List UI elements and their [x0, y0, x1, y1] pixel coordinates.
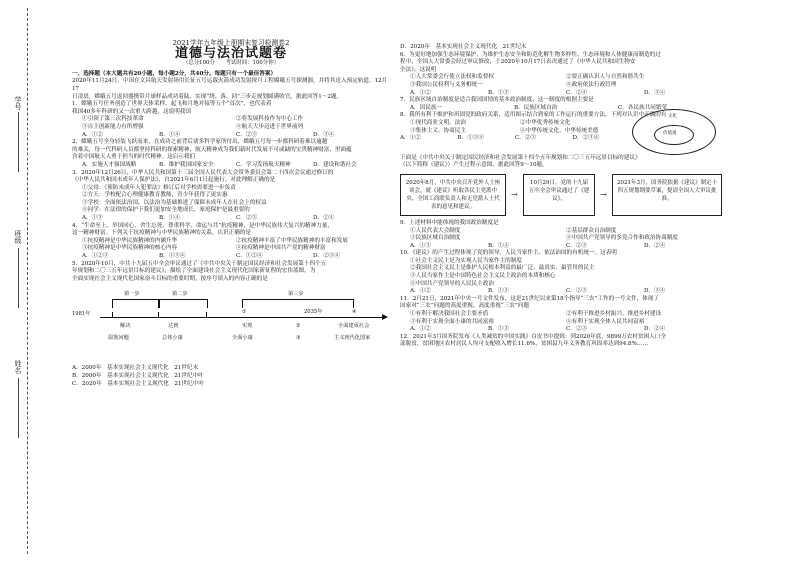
- right-column: [400, 44, 722, 349]
- tick: [112, 312, 113, 317]
- intro-9: 下面是《中共中央关于制定国民经济和社会发展第十四个五年规划和二〇三五年远景目标的建议》: [400, 154, 641, 161]
- answer-choice[interactable]: A．①②: [82, 131, 103, 138]
- answer-choice[interactable]: D．②④: [644, 242, 666, 249]
- stage-3-label: 第三步: [288, 291, 304, 298]
- student-number-label: 学号: [14, 96, 22, 110]
- left-column: [72, 40, 390, 388]
- q3-answers: [72, 215, 390, 223]
- option: ①有利于解决我国社会主要矛盾: [410, 311, 489, 318]
- binding-margin: [0, 0, 34, 562]
- option: ③民族区域自治制度: [410, 235, 461, 242]
- exam-subtitle: 2021学年九年级上册期末复习检测卷2: [172, 39, 290, 47]
- answer-choice[interactable]: D．②③④: [313, 253, 340, 260]
- option: ②中华优秀传统文化: [520, 119, 571, 126]
- answer-choice[interactable]: B．①③: [488, 326, 509, 333]
- question-12-line: 部脱贫，贫困地区农村居民人均可支配收入增长11.6%，贫困县九年义务教育巩固率达到94.8%……: [400, 341, 649, 348]
- q9-options: [400, 228, 722, 236]
- option: ①社会主义民主是为实现人民当家作主的制度: [410, 257, 522, 264]
- question-6: 6．为更好地加强生态环境保护，为维护生态安全和防范化解生物多样性、生态环境和人体健康而制造的过: [400, 51, 661, 58]
- timeline-arrow-icon: [382, 314, 388, 320]
- answer-choice[interactable]: D．②④: [644, 326, 666, 333]
- tick: [206, 312, 207, 317]
- question-10: 10．《建议》的产生过程体现了党的领导、人民当家作主、依法治国的有机统一。这表明: [400, 250, 617, 257]
- answer-choice[interactable]: B．①④: [488, 242, 509, 249]
- option: ③学校：全面依法治国，以法治为基础推进了保障未成年人在社会上的权益: [82, 199, 267, 206]
- q8-options: [400, 120, 630, 128]
- answer-choice[interactable]: D．②④: [313, 215, 335, 222]
- question-6-line: 全法》。这说明: [400, 66, 437, 73]
- answer-choice[interactable]: B．①③: [488, 89, 509, 96]
- name-blank[interactable]: [18, 378, 19, 438]
- option: ①引领了第三次科技革命: [82, 116, 144, 123]
- answer-choice[interactable]: B．民族区域自治: [514, 104, 558, 111]
- question-4-line: 这一精神财富。下列关于抗疫精神与中华民族精神的关系，认识正确的是: [72, 230, 252, 237]
- q11-answers: [400, 326, 722, 334]
- q4-answers: [72, 253, 390, 261]
- answer-choice[interactable]: C．学习发扬航天精神: [236, 161, 291, 168]
- q8-answers: [400, 135, 630, 143]
- answer-choice[interactable]: A．①②: [410, 89, 431, 96]
- process-box-2: 10月29日，党的十九届五中全会审议通过了《建议》。: [523, 174, 595, 216]
- answer-choice[interactable]: B．①③: [488, 288, 509, 295]
- exam-title: 道德与法治试题卷: [174, 45, 287, 61]
- q4-options: [72, 245, 390, 253]
- answer-choice[interactable]: D．③④: [644, 89, 666, 96]
- question-1-line: 我国40多年科研的又一次重大跨越，这说明我国: [72, 108, 191, 115]
- stage-1-label: 第一步: [124, 291, 140, 298]
- stage-2-label: 第二步: [172, 291, 188, 298]
- answer-choice[interactable]: C．②③: [236, 215, 258, 222]
- answer-choice[interactable]: A．①②③: [82, 253, 109, 260]
- name-label: 姓名: [14, 360, 22, 374]
- class-label: 班级: [14, 230, 22, 244]
- answer-choice[interactable]: A．①③: [410, 242, 431, 249]
- option: ③有利于实现全面小康的共同富裕: [410, 318, 494, 325]
- answer-choice[interactable]: A．2000年 基本实现社会主义现代化 21世纪末: [72, 365, 199, 372]
- q2-answers: [72, 162, 390, 170]
- option: ③人民当家作主是中国特色社会主义民主政治的本质和核心: [410, 273, 556, 280]
- goal-label: 全面建成社会: [338, 323, 370, 330]
- section-heading: 一、选择题（本大题共有20小题，每小题2分，共40分。每题只有一个最佳答案）: [72, 70, 277, 77]
- stage-1-bracket: [112, 299, 160, 308]
- year-label: 2035年: [304, 309, 323, 316]
- option: ③我国公民权利与义务相统一: [410, 81, 483, 88]
- option: ④有利于实现全体人民共同富裕: [566, 318, 645, 325]
- option: ②抗疫精神丰富了中华民族精神的丰富和发展: [236, 237, 348, 244]
- q1-options: [72, 116, 390, 124]
- answer-choice[interactable]: C．①②④: [236, 253, 263, 260]
- answer-choice[interactable]: B．①③④: [457, 135, 484, 142]
- arrow-right-icon: →: [511, 190, 518, 200]
- question-12: 12．2021年3月国务院发布《人类减贫的中国实践》白皮书中提到：到2020年底，9899万农村贫困人口全: [400, 333, 666, 340]
- answer-choice[interactable]: A．①②: [400, 135, 421, 142]
- class-blank[interactable]: [18, 248, 19, 308]
- question-2-line: 的难关，每一代科研人员都坚持科研的探索精神，航天精神成为我们新时代发展不可或缺的宝贵精神财富，里面蕴: [72, 146, 352, 153]
- option: ④中国共产党领导的人民民主政治: [410, 280, 494, 287]
- option: ②我国社会主义民主是维护人民根本利益的最广泛、最真实、最管用的民主: [410, 265, 595, 272]
- blank-4-marker: ④: [352, 309, 357, 316]
- answer-choice[interactable]: D．②③④: [572, 135, 600, 142]
- question-5: 5．2020年10月，中共十九届五中全会审议通过了《中共中央关于制定国民经济和社会发展第十四个五: [72, 260, 327, 267]
- question-8: 8．我所有利于维护和巩固党的政府关系，适用图示结合到家的工作运行的重要方法，下列对认识中正确的有: [400, 112, 667, 119]
- answer-choice[interactable]: B．①④: [159, 215, 180, 222]
- question-11: 11．2月21日，2021年中央一号文件发布，这是21世纪以来第18个指导“三农”工作的一号文件，体现了: [400, 295, 659, 302]
- goal-label: 总体小康: [162, 335, 183, 342]
- blank-3-marker: ③: [296, 335, 301, 342]
- answer-choice[interactable]: C．②③: [566, 326, 588, 333]
- q10-answers: [400, 288, 722, 296]
- achieve-label: 实现: [242, 323, 253, 330]
- development-timeline: [72, 285, 390, 363]
- achieve-label: 解决: [120, 323, 131, 330]
- option: ②有利于推进乡村振兴、推进乡村建设: [566, 311, 662, 318]
- proposal-process-figure: [400, 174, 722, 216]
- option: ①人大常委会行使立法权和监督权: [410, 74, 494, 81]
- question-2: 2．嫦娥五号全身轻装飞跃而来，在成功之前背后诸多科学家所付出，嫦娥五号每一步都科研着难以逾越: [72, 139, 328, 146]
- student-number-blank[interactable]: [18, 112, 19, 172]
- answer-choice[interactable]: B．维护我国国家安全: [159, 161, 214, 168]
- answer-choice[interactable]: C．②③: [236, 131, 258, 138]
- q1-answers: [72, 132, 390, 140]
- process-box-3: 2021年3月，国务院依据《建议》制定十四五规划纲要草案，提请全国人大审议批准。: [612, 174, 722, 216]
- option: ③抗疫精神是中华民族精神的核心内容: [82, 245, 178, 252]
- outer-ellipse-label: 文化: [668, 113, 677, 119]
- answer-choice[interactable]: C．②③: [566, 288, 588, 295]
- answer-choice[interactable]: A．①②: [410, 288, 431, 295]
- option: ①抗疫精神是中华民族精神的内涵升华: [82, 237, 178, 244]
- answer-choice[interactable]: D．③④: [313, 131, 335, 138]
- answer-choice[interactable]: A．①③: [82, 215, 103, 222]
- goal-label: 温饱问题: [108, 335, 129, 342]
- q9-options: [400, 235, 722, 243]
- question-7: 7．民族区域自治制度是适合我国国情的基本政治制度，这一制度的根据主要是: [400, 97, 594, 104]
- option: ①现代商业文明、法治: [410, 119, 466, 126]
- q11-options: [400, 319, 722, 327]
- question-1: 1．嫦娥五号任务创造了世界天体采样、起飞和月地对接等五个“首次”，也代表着: [72, 101, 272, 108]
- intro-line: 日凌晨，嫦娥五号返回器携带月球样品成功着陆，实现“绕、落、回”三步走规划圆满收官，据此回答1～2题。: [72, 93, 343, 100]
- year-label: 1981年: [72, 311, 91, 318]
- option: ④航天大步迈进于世界前列: [236, 123, 304, 130]
- answer-choice[interactable]: C．②③: [515, 135, 537, 142]
- question-3: 3．2020年12月26日，中华人民共和国第十三届全国人民代表大会常务委员会第二十四次会议通过修订的: [72, 169, 334, 176]
- question-11-line: 国家对“三农”问题的高度重视。高度重视“三农”问题: [400, 303, 529, 310]
- process-box-1: 2020年8月，中共中央召开党外人士座谈会，就《建议》听取各民主党派中央、全国工商联负责人和无党派人士代表的意见和建议。: [400, 174, 506, 216]
- answer-choice[interactable]: A．①②: [410, 326, 431, 333]
- binding-dashed-line: [27, 8, 28, 554]
- inner-ellipse-label: 价值观: [663, 130, 677, 136]
- q8-options: [400, 128, 630, 136]
- stage-2-bracket: [158, 299, 208, 308]
- question-4: 4．“生命至上、举国同心、舍生忘死、尊重科学、命运与共”抗疫精神，是中华民族伟大复兴的精神力量，: [72, 222, 333, 229]
- question-2-line: 含着中国航天人勇于担当的时代精神。这启示我们: [72, 154, 196, 161]
- goal-label: 主义现代化国家: [334, 335, 371, 342]
- option: ④同学：在法律的保护下我们更加安全地成长，家庭保护是最重要的: [82, 207, 250, 214]
- option: ④抗疫精神是中国共产党的精神财富: [236, 245, 326, 252]
- intro-9-line: （以下简称《建议》）产生过程示意图，据此回答9～10题。: [400, 162, 548, 169]
- option: ②将发展科技作为中心工作: [236, 116, 304, 123]
- answer-choice[interactable]: C．各民族共同繁荣: [618, 104, 668, 111]
- score-info: （总分100分 考试时间：100分钟）: [182, 60, 280, 67]
- option: ①父母：《预防未成年人犯罪法》修订后对学校需要进一步负责: [82, 184, 236, 191]
- option: ①人民代表大会制度: [410, 227, 461, 234]
- option: ②基层群众自治制度: [566, 227, 617, 234]
- question-3-line: 《中华人民共和国未成年人保护法》，自2021年6月1日起施行。对此理解正确的是: [72, 177, 276, 184]
- option: ③集体主义、协商民主: [410, 127, 466, 134]
- question-5-line: 全面实现社会主义现代化国家奋斗目标的重要时期，按序号填入的内容正确的是: [72, 275, 268, 282]
- answer-choice[interactable]: D．2020年 基本实现社会主义现代化 21世纪末: [400, 44, 527, 50]
- answer-choice[interactable]: A．实施人才强国战略: [82, 161, 137, 168]
- question-6-line: 程中，全国人大常委会经过审议修改，于2020年10月17日表决通过了《中华人民共和国生物安: [400, 59, 636, 66]
- culture-values-diagram: [632, 109, 716, 155]
- answer-choice[interactable]: C．②④: [566, 89, 588, 96]
- option: ④中华传统文化、中华传统美德: [520, 127, 599, 134]
- q6-options: [400, 82, 722, 90]
- option: ④政府依法行政管理: [566, 81, 617, 88]
- answer-choice[interactable]: A．因民族一: [410, 104, 443, 111]
- q11-options: [400, 311, 722, 319]
- option: ④中国共产党领导的多党合作和政治协商制度: [566, 235, 678, 242]
- achieve-label: 达到: [168, 323, 179, 330]
- option: ②方天：学校配合心理健康教育教师，青少年获得了更实惠: [82, 192, 228, 199]
- question-5-line: 年规划和二〇三五年远景目标的建议》，描绘了全面建设社会主义现代化国家新征程的宏伟蓝图，为: [72, 268, 316, 275]
- option: ③自主创新能力有所增强: [82, 123, 144, 130]
- tick: [158, 312, 159, 317]
- answer-choice[interactable]: D．建设和谐社会: [313, 161, 357, 168]
- answer-choice[interactable]: B．①④: [159, 131, 180, 138]
- arrow-right-icon: →: [600, 190, 607, 200]
- intro-line: 2020年11月24日，中国在文昌航天发射场用长征五号运载火箭成功发射探月工程嫦娥五号探测器，并将其送入预定轨道。12月17: [72, 78, 388, 92]
- option: ②要正确认识人与自然和谐共生: [566, 74, 645, 81]
- answer-choice[interactable]: B．2000年 基本实现社会主义现代化 21世纪中叶: [72, 373, 204, 379]
- blank-2-marker: ②: [296, 323, 301, 330]
- question-9: 9．上述材料中能体现的我国政治制度是: [400, 219, 499, 226]
- answer-choice[interactable]: C．②③: [566, 242, 588, 249]
- q6-options: [400, 74, 722, 82]
- blank-1-marker: ①: [242, 309, 247, 316]
- timeline-axis: [100, 317, 384, 318]
- answer-choice[interactable]: C．2020年 基本实现社会主义现代化 21世纪中叶: [72, 380, 204, 387]
- answer-choice[interactable]: D．③④: [644, 288, 666, 295]
- q1-options: [72, 124, 390, 132]
- q8-body: [400, 120, 630, 143]
- answer-choice[interactable]: B．①③④: [159, 253, 186, 260]
- goal-label: 全面小康: [232, 335, 253, 342]
- stage-3-bracket: [242, 299, 354, 308]
